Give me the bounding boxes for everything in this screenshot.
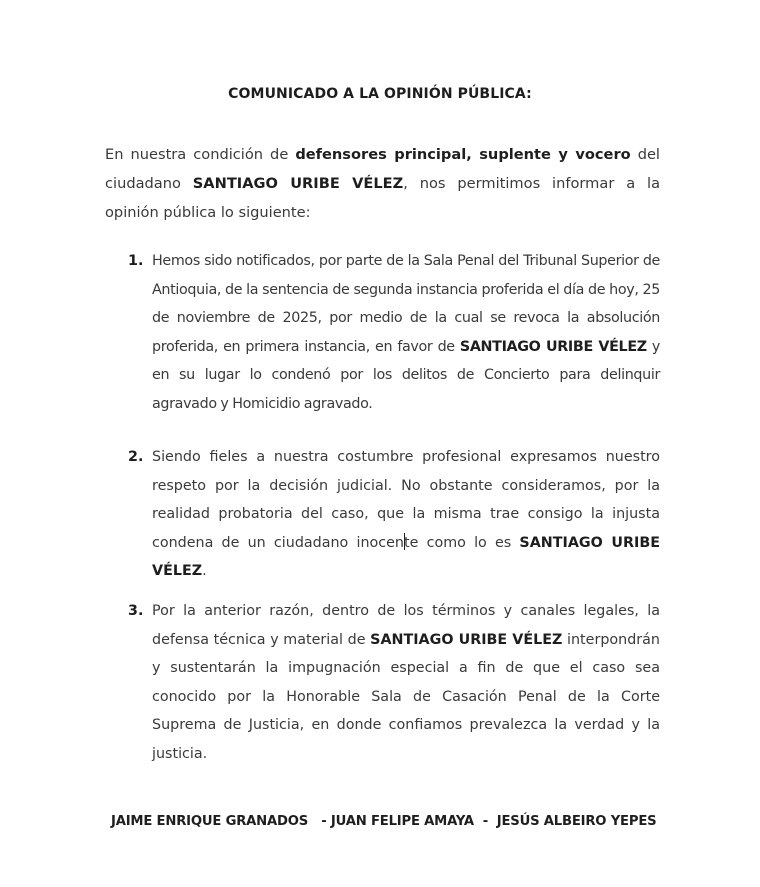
list-item-text	[152, 597, 660, 769]
intro-bold-name: SANTIAGO URIBE VÉLEZ	[192, 175, 404, 192]
intro-bold-roles: defensores principal, suplente y vocero	[295, 146, 631, 163]
list-item-text[interactable]	[152, 443, 660, 586]
list-item-1	[128, 247, 660, 419]
item-3-text-1: Por la anterior razón, dentro de los términos y canales legales, la defensa técnica y material de	[152, 603, 660, 648]
item-1-text-1: Hemos sido notificados, por parte de la Sala Penal del Tribunal Superior de Antioquia, de la sentencia de segunda instancia proferida el día de hoy, 25 de noviembre de 2025, por medio de la cual se revoca la absolución proferida, en primera instancia, en favor de	[152, 253, 660, 355]
item-3-bold-name: SANTIAGO URIBE VÉLEZ	[370, 631, 563, 648]
list-item-number: 1.	[128, 253, 144, 269]
signature-name-3: JESÚS ALBEIRO YEPES	[496, 814, 657, 829]
intro-text-2: del ciudadano	[105, 146, 660, 192]
signature-separator: -	[308, 814, 331, 829]
list-item-number: 2.	[128, 449, 144, 465]
intro-text-1: En nuestra condición de	[105, 146, 296, 163]
item-1-text-2: y en su lugar lo condenó por los delitos de Concierto para delinquir agravado y Homicidio agravado.	[152, 338, 661, 412]
signature-name-1: JAIME ENRIQUE GRANADOS	[111, 814, 309, 829]
item-2-text-2: .	[202, 563, 207, 580]
list-item-text	[152, 247, 660, 419]
signature-separator: -	[473, 814, 497, 829]
signature-name-2: JUAN FELIPE AMAYA	[330, 814, 474, 829]
intro-text-3: , nos permitimos informar a la opinión pública lo siguiente:	[105, 175, 661, 221]
item-1-bold-name: SANTIAGO URIBE VÉLEZ	[459, 338, 647, 355]
item-2-text-1: Siendo fieles a nuestra costumbre profesional expresamos nuestro respeto por la decisión judicial. No obstante consideramos, por la realidad probatoria del caso, que la misma trae consigo la injusta condena de un ciudadano inocen	[152, 449, 660, 551]
list-item-3	[128, 597, 660, 769]
intro-paragraph	[105, 140, 660, 227]
item-2-text-1b: te como lo es	[404, 534, 520, 551]
item-2-bold-name: SANTIAGO URIBE VÉLEZ	[152, 534, 660, 580]
signatures-line	[111, 814, 671, 829]
list-item-2	[128, 443, 660, 586]
item-3-text-2: interpondrán y sustentarán la impugnación especial a fin de que el caso sea conocido por la Honorable Sala de Casación Penal de la Corte Suprema de Justicia, en donde confiamos prevalezca la verdad y la justicia.	[152, 631, 660, 762]
document-title: COMUNICADO A LA OPINIÓN PÚBLICA:	[228, 86, 532, 102]
list-item-number: 3.	[128, 603, 144, 619]
